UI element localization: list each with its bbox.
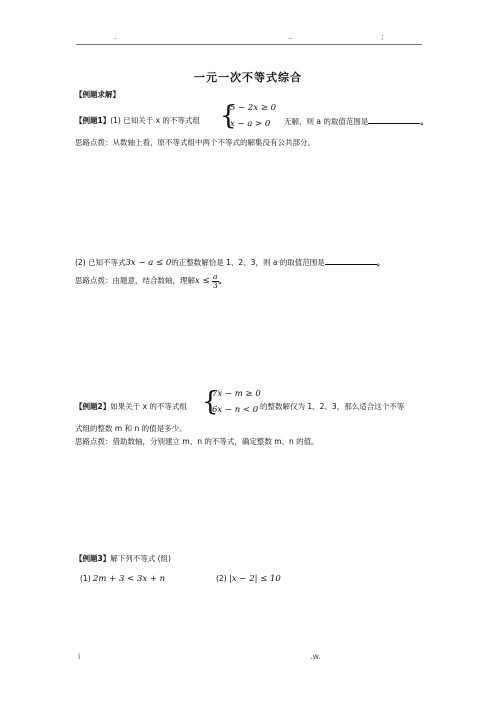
example3-part1-inequality: 2m + 3 < 3x + n (93, 574, 166, 584)
answer-blank (368, 116, 420, 124)
example3-part2-label: (2) (216, 574, 227, 583)
example1b-hint (75, 270, 226, 292)
example1-hint: 思路点拨：从数轴上看，原不等式组中两个不等式的解集没有公共部分。 (75, 138, 315, 147)
example2-system (204, 388, 262, 420)
example1-system-line1: 5 − 2x ≥ 0 (230, 103, 277, 113)
example1-tail-text: 无解，则 a 的取值范围是 (284, 117, 369, 126)
example2-system-line2: 6x − n < 0 (212, 405, 259, 415)
example2-line2: 式组的整数 m 和 n 的值是多少。 (75, 424, 187, 433)
example1b-hint-pre: 思路点拨：由题意，结合数轴，理解 (75, 276, 195, 285)
example1b-pre: (2) 已知不等式 (75, 258, 126, 267)
left-brace-icon: { (220, 101, 237, 131)
example1b-inequality: 3x − a ≤ 0 (125, 258, 172, 268)
example1b-mid: 的正整数解恰是 1、2、3，则 a 的取值范围是 (171, 258, 325, 267)
example3-pre: 解下列不等式 (组) (110, 554, 171, 563)
example3-part2 (216, 574, 281, 584)
header-mark-right: ; (381, 32, 384, 41)
example1-line (75, 116, 200, 125)
example1b-hint-x: x ≤ (195, 276, 210, 286)
example1b-line (75, 257, 384, 268)
example1b-hint-end: 。 (218, 276, 226, 285)
footer-mark-left: i (78, 652, 81, 661)
answer-blank (325, 257, 377, 265)
header-rule (76, 44, 422, 45)
fraction-denominator: 3 (212, 280, 218, 290)
example3-line (75, 554, 171, 563)
example1-part: (1) 已知关于 x 的不等式组 (110, 116, 200, 125)
page-title: 一元一次不等式综合 (194, 71, 302, 84)
example3-label: 【例题3】 (75, 554, 111, 563)
example2-tail: 的整数解仅为 1、2、3，那么适合这个不等 (260, 402, 405, 411)
example2-label: 【例题2】 (75, 402, 111, 411)
example1-label: 【例题1】 (75, 116, 111, 125)
footer-mark-right: .w. (310, 652, 321, 661)
example3-part2-inequality: |x − 2| ≤ 10 (229, 574, 281, 584)
example2-pre: 如果关于 x 的不等式组 (110, 402, 187, 411)
example2-line (75, 402, 187, 411)
example1-end: 。 (420, 117, 428, 126)
example2-system-line1: 7x − m ≥ 0 (212, 389, 261, 399)
example3-part1-label: (1) (80, 574, 91, 583)
example1-system (222, 102, 282, 134)
left-brace-icon: { (202, 387, 219, 417)
fraction-numerator: a (213, 272, 218, 281)
example1-tail (284, 116, 428, 126)
example1b-end: 。 (376, 258, 385, 267)
example1-system-line2: x − a > 0 (230, 119, 271, 129)
header-mark-left: . (114, 32, 117, 41)
section-label: 【例题求解】 (75, 90, 120, 99)
example3-part1 (80, 574, 165, 584)
header-mark-center: .. (288, 32, 294, 41)
example2-hint: 思路点拨：借助数轴，分别建立 m、n 的不等式，确定整数 m、n 的值。 (75, 437, 319, 446)
